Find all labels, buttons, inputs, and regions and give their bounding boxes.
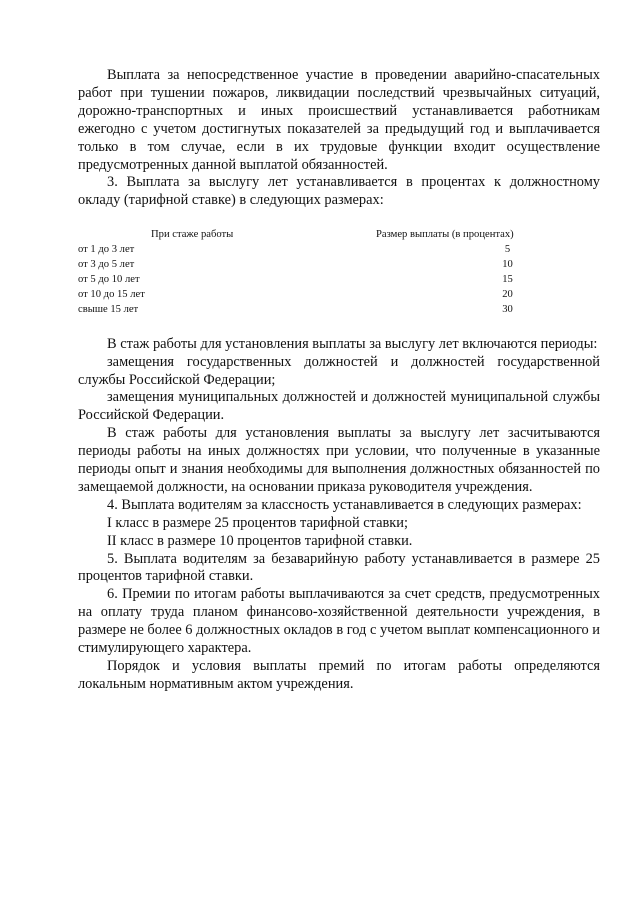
table-header-rate: Размер выплаты (в процентах) bbox=[376, 229, 514, 241]
paragraph-state-positions: замещения государственных должностей и должностей государственной службы Российской Федерации; bbox=[78, 353, 600, 388]
table-row bbox=[78, 258, 600, 273]
table-cell-rate: 15 bbox=[502, 273, 513, 285]
document-page bbox=[78, 67, 600, 694]
table-header-period: При стаже работы bbox=[151, 229, 234, 241]
service-rates-table bbox=[78, 228, 600, 317]
table-row bbox=[78, 288, 600, 303]
paragraph-driver-class-intro: 4. Выплата водителям за классность устанавливается в следующих размерах: bbox=[107, 496, 582, 513]
paragraph-length-of-service-intro: 3. Выплата за выслугу лет устанавливается в процентах к должностному окладу (тарифной ставке) в следующих размерах: bbox=[78, 174, 600, 209]
table-cell-rate: 30 bbox=[502, 303, 513, 315]
table-cell-period: от 3 до 5 лет bbox=[78, 259, 135, 271]
table-row bbox=[78, 273, 600, 288]
table-cell-rate: 10 bbox=[502, 259, 513, 271]
table-cell-period: от 1 до 3 лет bbox=[78, 244, 135, 256]
paragraph-bonuses: 6. Премии по итогам работы выплачиваются за счет средств, предусмотренных на оплату труда планом финансово-хозяйственной деятельности учреждения, в размере не более 6 должностных окладов в год с учетом выплат компенсационного и стимулирующего характера. bbox=[78, 586, 600, 657]
table-cell-period: свыше 15 лет bbox=[78, 303, 139, 315]
table-cell-period: от 5 до 10 лет bbox=[78, 273, 140, 285]
paragraph-municipal-positions: замещения муниципальных должностей и должностей муниципальной службы Российской Федерации. bbox=[78, 389, 600, 424]
paragraph-bonus-procedure: Порядок и условия выплаты премий по итогам работы определяются локальным нормативным актом учреждения. bbox=[78, 658, 600, 692]
table-row bbox=[78, 243, 600, 258]
paragraph-other-positions: В стаж работы для установления выплаты за выслугу лет засчитываются периоды работы на иных должностях при условии, что полученные в указанные периоды опыт и знания необходимы для выполнения должностных обязанностей по замещаемой должности, на основании приказа руководителя учреждения. bbox=[78, 425, 600, 495]
paragraph-class-two: II класс в размере 10 процентов тарифной ставки. bbox=[107, 532, 413, 549]
paragraph-service-includes: В стаж работы для установления выплаты за выслугу лет включаются периоды: bbox=[107, 335, 598, 352]
table-row bbox=[78, 303, 600, 318]
paragraph-accident-free: 5. Выплата водителям за безаварийную работу устанавливается в размере 25 процентов тарифной ставки. bbox=[78, 550, 600, 585]
table-header-row bbox=[78, 228, 600, 243]
paragraph-class-one: I класс в размере 25 процентов тарифной ставки; bbox=[107, 514, 409, 531]
table-cell-rate: 20 bbox=[502, 288, 513, 300]
paragraph-rescue-work-payment: Выплата за непосредственное участие в проведении аварийно-спасательных работ при тушении пожаров, ликвидации последствий чрезвычайных ситуаций, дорожно-транспортных и иных происшествий устанавливается работникам ежегодно с учетом достигнутых показателей за предыдущий год и выплачивается только в том случае, если в их трудовые функции входит осуществление предусмотренных данной выплатой обязанностей. bbox=[78, 67, 600, 173]
table-cell-period: от 10 до 15 лет bbox=[78, 288, 145, 300]
table-cell-rate: 5 bbox=[504, 244, 511, 256]
